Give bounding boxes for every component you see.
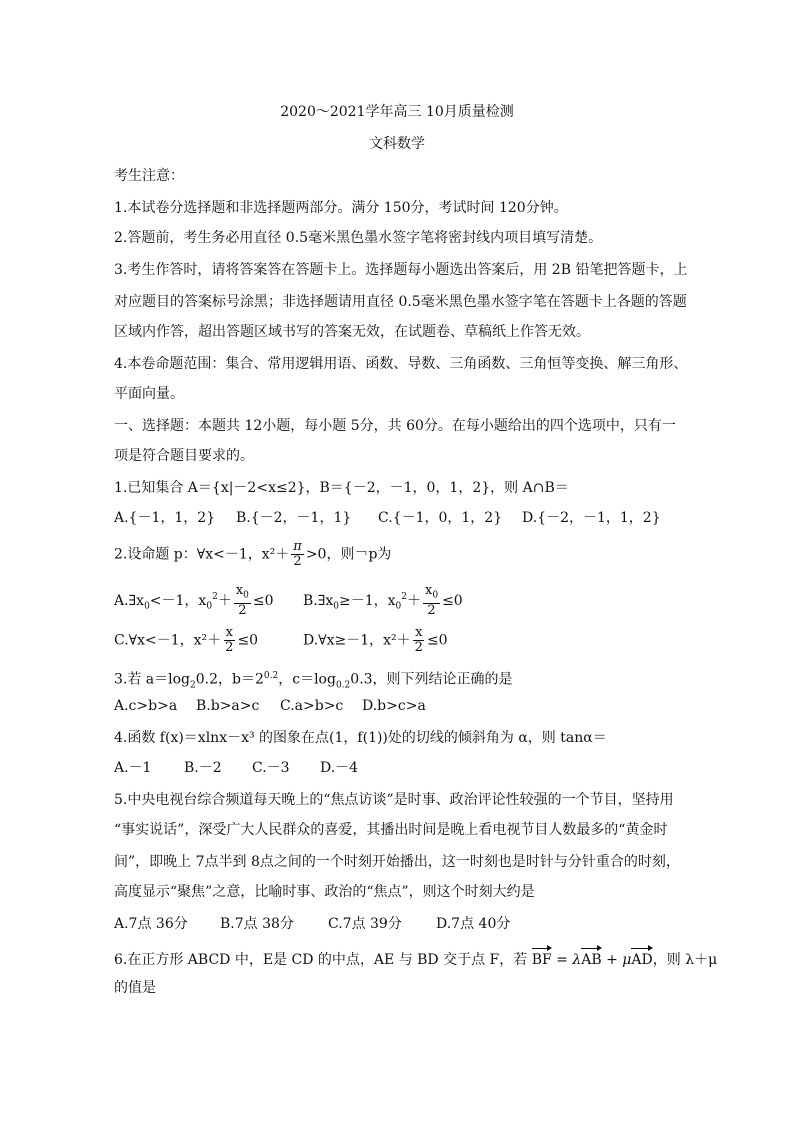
q2-option-d: D.∀x≥－1，x²＋ $\frac{x}{2}$ ≤0 — [303, 625, 448, 655]
q1-option-a: A.{－1，1，2} — [114, 510, 216, 526]
q5-option-b: B.7点 38分 — [220, 916, 294, 932]
q2-option-a: $A.\exists x_0<-1$，$x_0^2+$ $\frac{x_0}{2}$ ≤0 — [114, 583, 274, 618]
q5-option-c: C.7点 39分 — [328, 916, 402, 932]
notice-heading: 考生注意： — [114, 168, 184, 184]
vector-ad: AD — [631, 946, 652, 970]
notice-item: 平面向量。 — [114, 386, 184, 402]
q4-option-b: B.－2 — [184, 760, 222, 776]
question-1-stem: 1.已知集合 A＝{x|－2<x≤2}，B＝{－2，－1，0，1，2}，则 A∩B＝ — [114, 480, 569, 496]
question-6-stem: 6.在正方形 ABCD 中，E是 CD 的中点，AE 与 BD 交于点 F，若 BF = λAB + μAD，则 λ＋μ — [114, 946, 717, 970]
q3-option-b: B.b>a>c — [196, 698, 260, 714]
notice-item: 1.本试卷分选择题和非选择题两部分。满分 150分，考试时间 120分钟。 — [114, 200, 568, 216]
q5-option-d: D.7点 40分 — [436, 916, 511, 932]
question-6-stem-cont: 的值是 — [114, 980, 156, 996]
exam-subject: 文科数学 — [369, 136, 425, 152]
vector-bf: BF — [532, 946, 552, 970]
notice-item: 2.答题前，考生务必用直径 0.5毫米黑色墨水签字笔将密封线内项目填写清楚。 — [114, 230, 603, 246]
notice-item: 3.考生作答时，请将答案答在答题卡上。选择题每小题选出答案后，用 2B 铅笔把答题卡，上 — [114, 262, 688, 278]
exam-title: 2020～2021学年高三 10月质量检测 — [280, 104, 514, 120]
section-heading-cont: 项是符合题目要求的。 — [114, 448, 254, 464]
q3-option-c: C.a>b>c — [280, 698, 344, 714]
question-5-stem: 5.中央电视台综合频道每天晚上的“焦点访谈”是时事、政治评论性较强的一个节目，坚持用 — [114, 792, 674, 808]
question-5-stem-cont: 间”，即晚上 7点半到 8点之间的一个时刻开始播出，这一时刻也是时针与分针重合的时刻， — [114, 854, 680, 870]
q2-option-b: $B.\exists x_0\ge-1$，$x_0^2+$ $\frac{x_0}{2}$ ≤0 — [303, 583, 463, 618]
q2-option-c: C.∀x<－1，x²＋ $\frac{x}{2}$ ≤0 — [114, 625, 259, 655]
question-2-stem: 2.设命题 p：∀x<－1，x²＋ $\frac{\pi}{2}$ >0，则￢p为 — [114, 539, 392, 569]
q1-option-c: C.{－1，0，1，2} — [378, 510, 503, 526]
q1-option-d: D.{－2，－1，1，2} — [522, 510, 661, 526]
q4-option-d: D.－4 — [320, 760, 359, 776]
q5-option-a: A.7点 36分 — [114, 916, 188, 932]
q1-option-b: B.{－2，－1，1} — [236, 510, 352, 526]
question-3-stem: 3.若 $a=\log_20.2$，$b=2^{0.2}$，$c=\log_{0.2}0.3$，则下列结论正确的是 — [114, 671, 513, 691]
q3-option-d: D.b>c>a — [362, 698, 426, 714]
q4-option-c: C.－3 — [252, 760, 290, 776]
notice-item: 4.本卷命题范围：集合、常用逻辑用语、函数、导数、三角函数、三角恒等变换、解三角形、 — [114, 356, 688, 372]
question-4-stem: 4.函数 f(x)＝xlnx－x³ 的图象在点(1，f(1))处的切线的倾斜角为 α，则 tanα＝ — [114, 730, 607, 746]
notice-item: 区域内作答，超出答题区域书写的答案无效，在试题卷、草稿纸上作答无效。 — [114, 324, 590, 340]
vector-ab: AB — [581, 946, 601, 970]
notice-item: 对应题目的答案标号涂黑；非选择题请用直径 0.5毫米黑色墨水签字笔在答题卡上各题的答题 — [114, 294, 687, 310]
q4-option-a: A.－1 — [114, 760, 152, 776]
section-heading: 一、选择题：本题共 12小题，每小题 5分，共 60分。在每小题给出的四个选项中，只有一 — [114, 418, 676, 434]
question-5-stem-cont: 高度显示“聚焦”之意，比喻时事、政治的“焦点”，则这个时刻大约是 — [114, 884, 535, 900]
q3-option-a: A.c>b>a — [114, 698, 178, 714]
question-5-stem-cont: “事实说话”，深受广大人民群众的喜爱，其播出时间是晚上看电视节目人数最多的“黄金时 — [114, 822, 668, 838]
